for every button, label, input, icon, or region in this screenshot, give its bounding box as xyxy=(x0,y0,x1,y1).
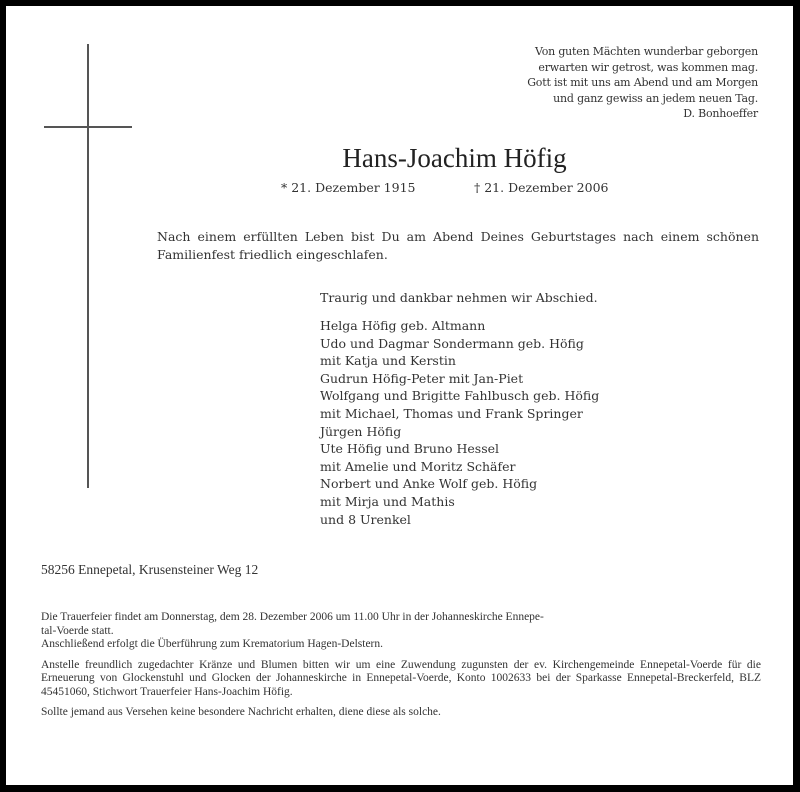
deceased-name: Hans-Joachim Höfig xyxy=(342,143,567,173)
mourner-line: mit Mirja und Mathis xyxy=(320,493,455,509)
cross-icon-vertical xyxy=(87,44,89,488)
ceremony-line: Anschließend erfolgt die Überführung zum Krematorium Hagen-Delstern. xyxy=(41,638,384,650)
obituary-notice xyxy=(6,6,793,785)
mourner-line: mit Katja und Kerstin xyxy=(320,353,456,369)
ceremony-line: tal-Voerde statt. xyxy=(41,624,114,637)
ceremony-line: Die Trauerfeier findet am Donnerstag, dem 28. Dezember 2006 um 11.00 Uhr in der Johanneskirche Ennepe- xyxy=(41,611,544,623)
donation-request: Anstelle freundlich zugedachter Kränze und Blumen bitten wir um eine Zuwendung zugunsten der ev. Kirchengemeinde Ennepetal-Voerde für die Erneuerung von Glockenstuhl und Glocken der Johanneskirche in Ennepetal-Voerde, Konto 1002633 bei der Sparkasse Ennepetal-Breckerfeld, BLZ 45451060, Stichwort Trauerfeier Hans-Joachim Höfig. xyxy=(41,658,761,698)
family-address: 58256 Ennepetal, Krusensteiner Weg 12 xyxy=(41,562,259,577)
mourner-line: und 8 Urenkel xyxy=(320,511,411,527)
mourner-line: mit Amelie und Moritz Schäfer xyxy=(320,458,516,474)
mourner-line: Wolfgang und Brigitte Fahlbusch geb. Höfig xyxy=(320,388,600,404)
birth-date: * 21. Dezember 1915 xyxy=(281,180,416,195)
mourner-line: mit Michael, Thomas und Frank Springer xyxy=(320,405,583,421)
mourner-line: Norbert und Anke Wolf geb. Höfig xyxy=(320,476,538,492)
bonhoeffer-quote xyxy=(527,44,758,122)
quote-line: Gott ist mit uns am Abend und am Morgen xyxy=(527,76,758,89)
quote-line: und ganz gewiss an jedem neuen Tag. xyxy=(553,91,758,105)
death-date: † 21. Dezember 2006 xyxy=(474,180,609,195)
mourner-line: Jürgen Höfig xyxy=(320,423,402,439)
cross-icon-horizontal xyxy=(44,126,132,128)
ceremony-info xyxy=(41,611,761,652)
intro-text: Nach einem erfüllten Leben bist Du am Abend Deines Geburtstages nach einem schönen Familienfest friedlich eingeschlafen. xyxy=(157,229,759,262)
funeral-notes xyxy=(41,611,761,727)
mourner-line: Gudrun Höfig-Peter mit Jan-Piet xyxy=(320,370,524,386)
mourner-line: Ute Höfig und Bruno Hessel xyxy=(320,441,500,457)
quote-author: D. Bonhoeffer xyxy=(683,107,758,120)
farewell-text: Traurig und dankbar nehmen wir Abschied. xyxy=(320,290,598,305)
quote-line: erwarten wir getrost, was kommen mag. xyxy=(538,60,758,74)
mourners-list xyxy=(320,317,599,528)
quote-line: Von guten Mächten wunderbar geborgen xyxy=(534,45,758,58)
mourner-line: Helga Höfig geb. Altmann xyxy=(320,318,486,333)
closing-note: Sollte jemand aus Versehen keine besondere Nachricht erhalten, diene diese als solche. xyxy=(41,706,441,718)
mourner-line: Udo und Dagmar Sondermann geb. Höfig xyxy=(320,335,584,351)
